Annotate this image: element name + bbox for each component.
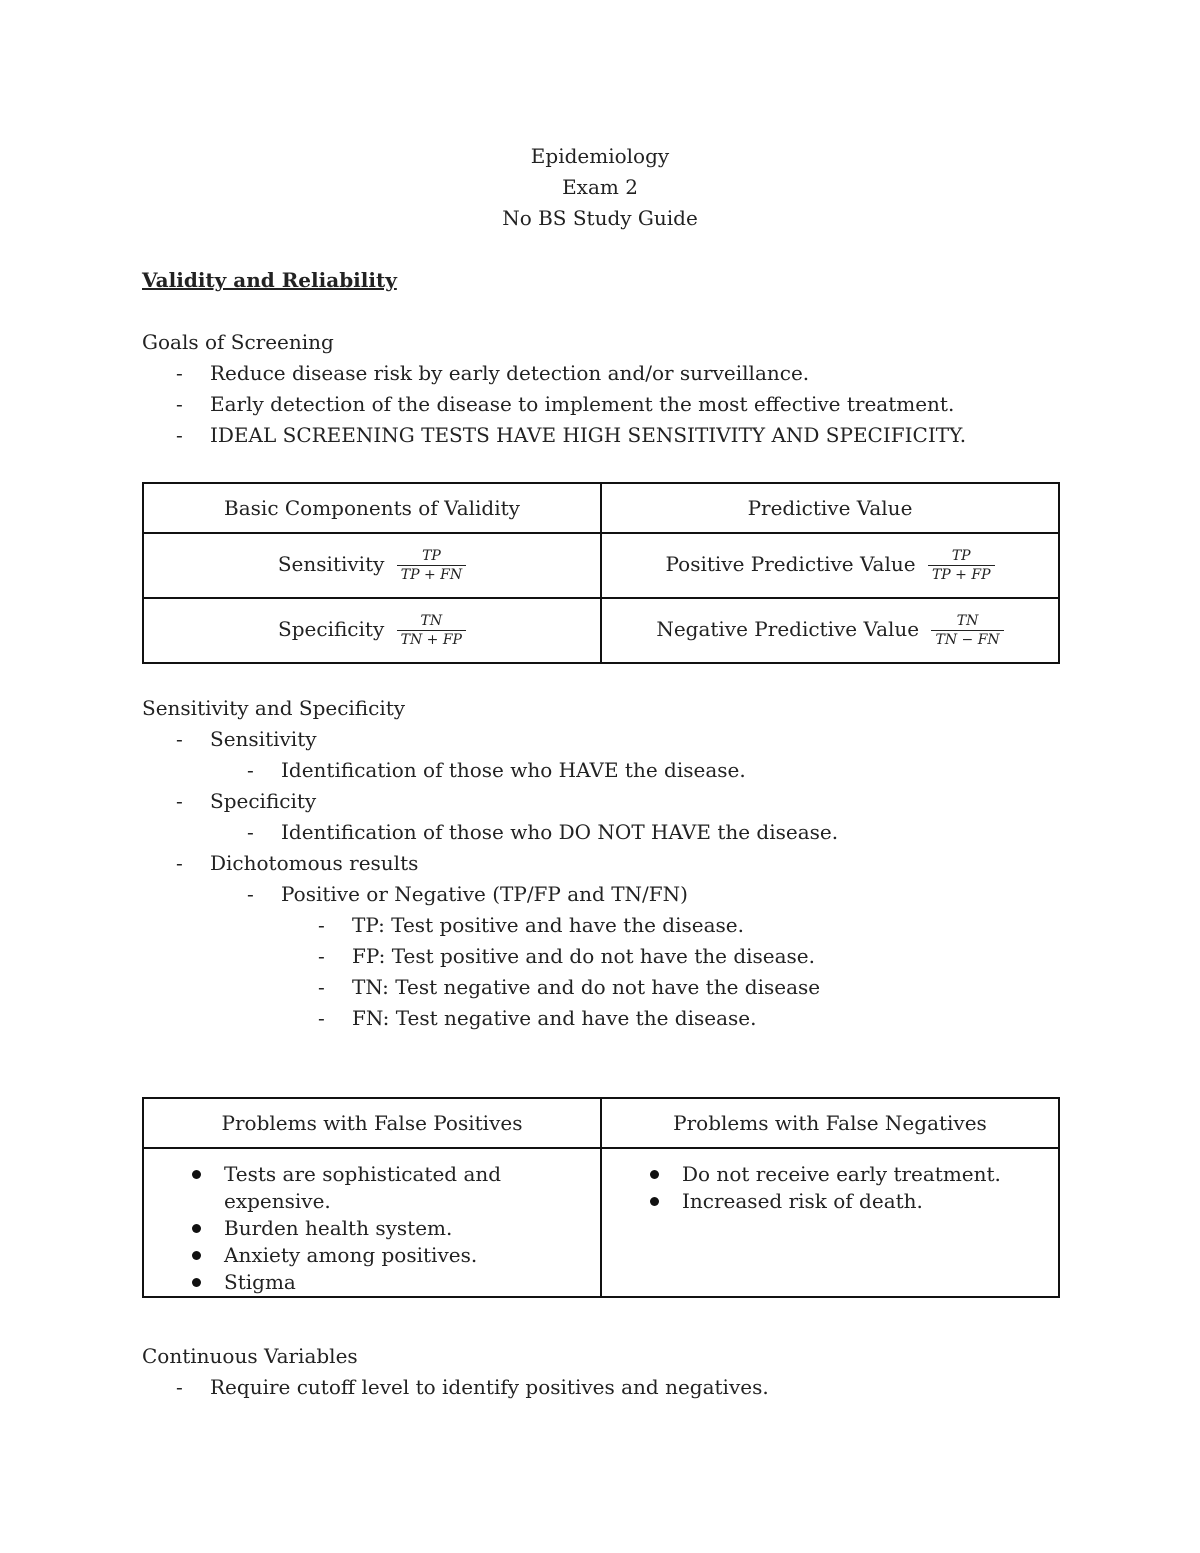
dash-marker: - [247, 820, 254, 844]
formula-label: Sensitivity [277, 552, 385, 576]
list-item [602, 1188, 1058, 1215]
doc-subtitle-guide: No BS Study Guide [502, 206, 698, 230]
table-header-cell: Basic Components of Validity [143, 483, 601, 533]
dash-marker: - [176, 1375, 183, 1399]
fraction-denominator: TP + FP [928, 565, 995, 583]
fraction-denominator: TN + FP [397, 630, 466, 648]
formula-label: Positive Predictive Value [665, 552, 916, 576]
fraction-denominator: TN − FN [931, 630, 1003, 648]
formula-label: Negative Predictive Value [656, 617, 920, 641]
fraction [931, 613, 1003, 648]
table-row [143, 1148, 1059, 1297]
dash-marker: - [318, 975, 325, 999]
list-item-text: Do not receive early treatment. [682, 1162, 1001, 1186]
table-row [143, 598, 1059, 663]
dash-marker: - [176, 789, 183, 813]
sens-spec-label: Sensitivity and Specificity [142, 696, 406, 720]
section-heading-validity: Validity and Reliability [142, 268, 397, 292]
bullet-dot [192, 1251, 201, 1260]
list-item-text: FP: Test positive and do not have the disease. [352, 944, 815, 968]
bullet-dot [650, 1170, 659, 1179]
list-item-text: Stigma [224, 1270, 296, 1294]
list-item-text: Identification of those who DO NOT HAVE the disease. [281, 820, 839, 844]
list-item-text: Require cutoff level to identify positives and negatives. [210, 1375, 769, 1399]
doc-subtitle-exam: Exam 2 [562, 175, 638, 199]
table-header-cell: Problems with False Positives [143, 1098, 601, 1148]
list-item-text: TP: Test positive and have the disease. [352, 913, 744, 937]
dash-marker: - [318, 1006, 325, 1030]
formula-cell-npv [601, 598, 1059, 663]
list-item-text: FN: Test negative and have the disease. [352, 1006, 757, 1030]
goals-label: Goals of Screening [142, 330, 334, 354]
fraction [397, 548, 466, 583]
list-item-text: Tests are sophisticated and expensive. [224, 1162, 502, 1213]
fraction-numerator: TP [951, 548, 971, 564]
dash-marker: - [318, 944, 325, 968]
list-item-text: Positive or Negative (TP/FP and TN/FN) [281, 882, 688, 906]
dash-marker: - [318, 913, 325, 937]
list-item-text: Sensitivity [210, 727, 317, 751]
list-item-text: Anxiety among positives. [224, 1243, 478, 1267]
list-item-text: Identification of those who HAVE the disease. [281, 758, 746, 782]
list-item [144, 1215, 600, 1242]
formula-cell-ppv [601, 533, 1059, 598]
continuous-label: Continuous Variables [142, 1344, 358, 1368]
goals-item-text: Reduce disease risk by early detection and/or surveillance. [210, 361, 810, 385]
fraction [928, 548, 995, 583]
goals-item-text: Early detection of the disease to implement the most effective treatment. [210, 392, 955, 416]
list-item [144, 1161, 600, 1215]
list-item-text: Specificity [210, 789, 317, 813]
dash-marker: - [176, 851, 183, 875]
false-negatives-cell [601, 1148, 1059, 1297]
table-header-cell: Predictive Value [601, 483, 1059, 533]
bullet-dot [650, 1197, 659, 1206]
list-item-text: TN: Test negative and do not have the disease [352, 975, 821, 999]
dash-marker: - [176, 392, 183, 416]
goals-item-text: IDEAL SCREENING TESTS HAVE HIGH SENSITIVITY AND SPECIFICITY. [210, 423, 967, 447]
false-positives-cell [143, 1148, 601, 1297]
formula-label: Specificity [278, 617, 385, 641]
false-negatives-list [602, 1161, 1058, 1215]
formula-cell-sensitivity [143, 533, 601, 598]
fraction-numerator: TN [420, 613, 443, 629]
dash-marker: - [247, 882, 254, 906]
fraction [397, 613, 466, 648]
dash-marker: - [176, 361, 183, 385]
table-header-row [143, 483, 1059, 533]
doc-title: Epidemiology [530, 144, 670, 168]
list-item-text: Burden health system. [224, 1216, 453, 1240]
list-item-text: Dichotomous results [210, 851, 419, 875]
dash-marker: - [176, 423, 183, 447]
table-header-row [143, 1098, 1059, 1148]
fraction-numerator: TP [422, 548, 441, 564]
table-header-cell: Problems with False Negatives [601, 1098, 1059, 1148]
fraction-numerator: TN [956, 613, 979, 629]
dash-marker: - [247, 758, 254, 782]
false-positives-list [144, 1161, 600, 1296]
table-row [143, 533, 1059, 598]
validity-table [142, 482, 1060, 664]
dash-marker: - [176, 727, 183, 751]
list-item [602, 1161, 1058, 1188]
list-item [144, 1242, 600, 1269]
formula-cell-specificity [143, 598, 601, 663]
bullet-dot [192, 1170, 201, 1179]
bullet-dot [192, 1224, 201, 1233]
list-item [144, 1269, 600, 1296]
fraction-denominator: TP + FN [397, 565, 466, 583]
bullet-dot [192, 1278, 201, 1287]
list-item-text: Increased risk of death. [682, 1189, 923, 1213]
problems-table [142, 1097, 1060, 1298]
